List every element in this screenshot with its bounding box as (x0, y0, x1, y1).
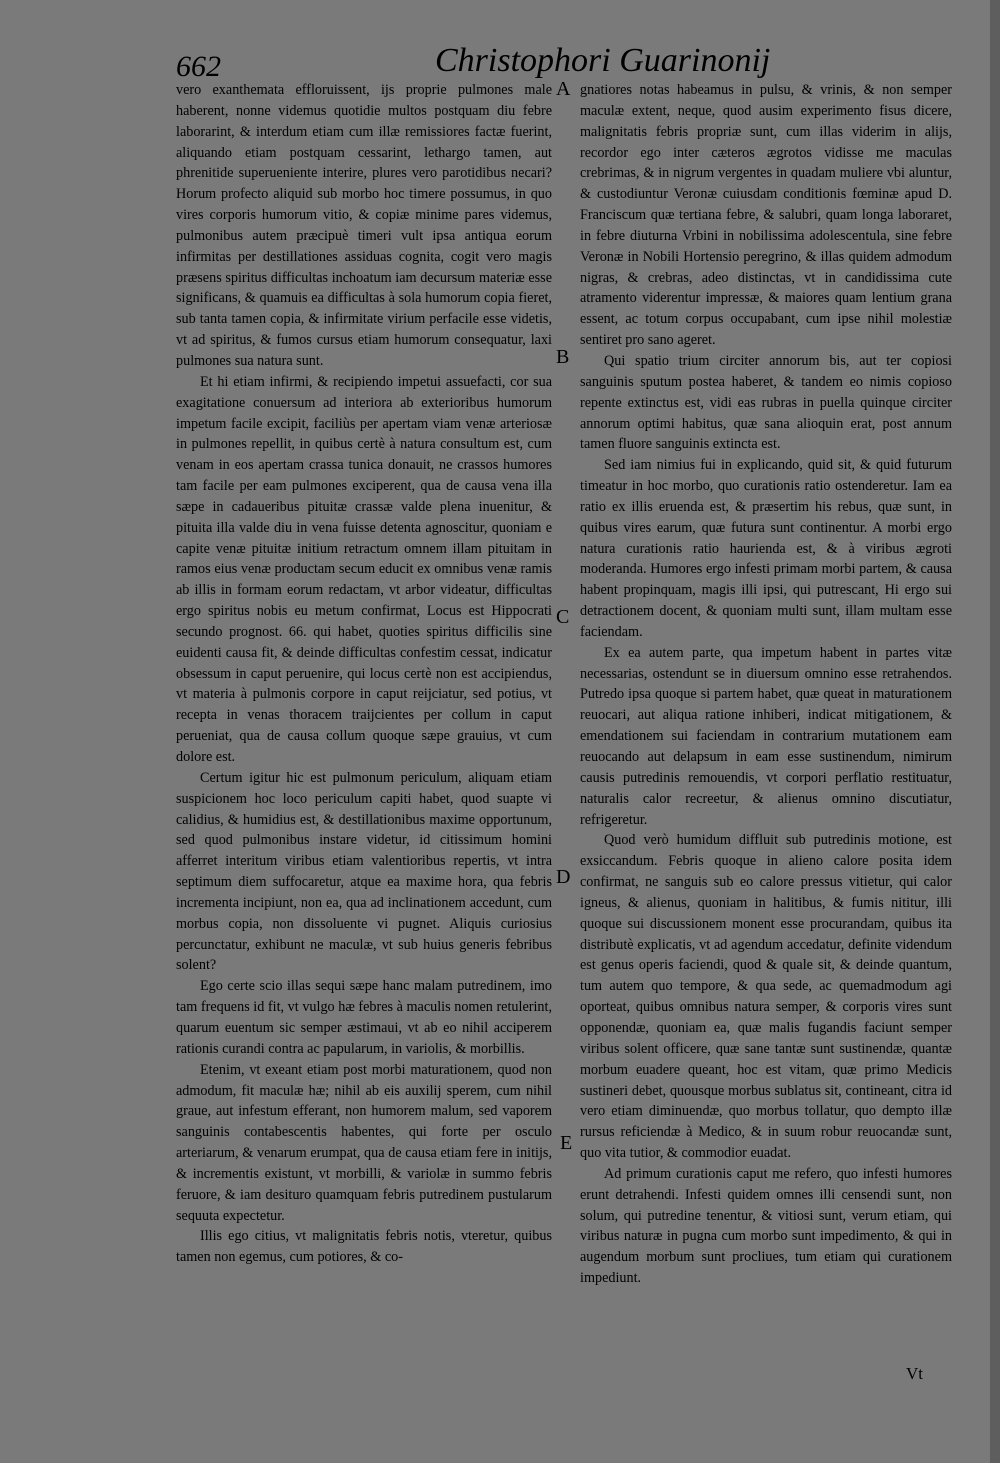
catchword: Vt (906, 1364, 923, 1383)
margin-letter-a: A (556, 78, 571, 100)
paragraph: Ego certe scio illas sequi sæpe hanc malam putredinem, imo tam frequens id fit, vt vulgo hæ febres à maculis nomen retulerint, quarum euentum sic semper æstimaui, vt ab eo nihil acciperem rationis curandi contra ac papularum, in variolis, & morbillis. (176, 978, 552, 1057)
paragraph: Certum igitur hic est pulmonum periculum, aliquam etiam suspicionem hoc loco periculum capiti habet, quod suapte vi calidius, & humidius est, & destillationibus maxime opportunum, sed quod pulmonibus instare videtur, id citissimum homini afferret interitum viribus etiam valentioribus repertis, vt intra septimum diem suffocaretur, atque ea maxime hora, qua febris incrementa incipiunt, non ea, qua ad inclinationem accedunt, cum morbus copia, non dissoluente vi pugnet. Aliquis curiosius percunctatur, exhibunt ne maculæ, vt sub huius generis febribus solent? (176, 769, 552, 974)
page-edge (990, 0, 1000, 1463)
paragraph: Ex ea autem parte, qua impetum habent in partes vitæ necessarias, ostendunt se in diuersum omnino esse retrahendos. Putredo ipsa quoque si partem habet, quæ queat in maturationem reuocari, aut aliqua ratione inhiberi, indicat mitigationem, & emendationem sui faciendam in contrarium mutationem eam reuocando aut delapsum in eam esse sustinendum, nimirum causis putredinis remouendis, vt corpori perflatio restituatur, naturalis calor recreetur, & alienus omnino discutiatur, refrigeretur. (580, 644, 952, 828)
paragraph: Etenim, vt exeant etiam post morbi maturationem, quod non admodum, fit maculæ hæ; nihil ab eis auxilij sperem, cum nihil graue, aut infestum efferant, non humorem malum, sed vaporem sanguinis contabescentis habentes, qui forte per osculo arteriarum, & venarum erumpat, qua de causa etiam fere in initijs, & incrementis existunt, vt morbilli, & variolæ in summo febris feruore, & iam desituro quamquam febris putredinem pustularum sequuta expectetur. (176, 1061, 552, 1224)
margin-letter-e: E (560, 1132, 573, 1154)
running-head: Christophori Guarinonij (435, 42, 771, 79)
margin-letter-c: C (556, 606, 570, 628)
paragraph: vero exanthemata effloruissent, ijs proprie pulmones male haberent, nonne videmus quotidie multos postquam diu febre laborarint, & interdum etiam cum illæ remissiores factæ fuerint, aliquando etiam postquam cessarint, lethargo tamen, aut phrenitide superueniente interire, plures vero parotidibus necari? Horum profecto aliquid sub morbo hoc timere possumus, in quo vires corporis humorum vitio, & copiæ minime pares videmus, pulmonibus autem præcipuè timeri vult ipsa antiqua eorum infirmitas per destillationes assiduas cognita, cogit vero magis præsens spiritus difficultas inchoatum iam decursum materiæ esse significans, & quamuis ea difficultas à sola humorum copia fieret, sub tanta tamen copia, & infirmitate virium perfacile esse videtis, vt ad spiritus, & fumos cursus etiam humorum consequatur, laxi pulmones sua natura sunt. (176, 82, 552, 369)
right-column (580, 80, 952, 1289)
page-number: 662 (176, 50, 221, 83)
paragraph: gnatiores notas habeamus in pulsu, & vrinis, & non semper maculæ extent, neque, quod ausim experimento fisus dicere, malignitatis febris propriæ sunt, cum illas viderim in alijs, recordor ego inter cæteros ægrotos vidisse me maculas crebrimas, & in nigrum vergentes in quadam muliere vbi aluntur, & custodiuntur Veronæ cuiusdam conditionis fœminæ apud D. Franciscum quæ tertiana febre, & salubri, quam longa laboraret, in febre diuturna Vrbini in nobilissima adolescentula, sine febre Veronæ in Nobili Hortensio peregrino, & illas quidem admodum nigras, & crebras, adeo distinctas, vt in candidissima cute atramento viderentur impressæ, & maiores quam lentium grana essent, ac totum corpus occupabant, cum ipse nihil molestiæ sentiret pro sano ageret. (580, 82, 952, 349)
paragraph: Illis ego citius, vt malignitatis febris notis, vteretur, quibus tamen non egemus, cum potiores, & co- (176, 1228, 552, 1266)
paragraph: Et hi etiam infirmi, & recipiendo impetui assuefacti, cor sua exagitatione conuersum ad interiora ab exterioribus humorum impetum facile excipit, faciliùs per apertam viam venæ arteriosæ in pulmones repellit, in quibus certè à natura consultum est, cum venam in eos apertam crassa tunica donauit, ne crassos humores tam facile per eam pulmones exciperent, qua de causa vena illa sæpe in cadaueribus pituitæ crassæ valde plena inuenitur, & pituita illa valde diu in vena fuisse detenta agnoscitur, quoniam e capite venæ pituitæ initium retractum omnem illam pituitam in ramos eius venæ productam secum educit ex omnibus venæ ramis ab illis in formam eorum redactam, vt arbor videatur, difficultas ergo spiritus nobis eu metum confirmat, Locus est Hippocrati secundo prognost. 66. qui habet, quoties spiritus difficilis sine euidenti causa fit, & deinde difficultas confestim cessat, indicatur obsessum in caput peruenire, qui locus certè non est accipiendus, vt materia à pulmonis corpore in caput reijciatur, sed potius, vt recepta in venas thoracem traijcientes per collum in caput perueniat, qua de causa collum quoque sæpe grauius, vt cum dolore est. (176, 373, 552, 765)
paragraph: Qui spatio trium circiter annorum bis, aut ter copiosi sanguinis sputum postea haberet, & tandem eo nimis copioso repente extinctus est, vidi eas rubras in puella quinque circiter annorum optimi habitus, quæ sana alioquin erat, post annum tamen fluore sanguinis extincta est. (580, 352, 952, 453)
margin-letter-d: D (556, 866, 571, 888)
left-column (176, 80, 552, 1268)
paragraph: Ad primum curationis caput me refero, quo infesti humores erunt detrahendi. Infesti quidem omnes illi censendi sunt, non solum, qui putredine tenentur, & vitiosi sunt, verum etiam, qui viribus naturæ in pugna cum morbo sunt impedimento, & qui in augendum morbum sunt procliues, tum etiam qui curationem impediunt. (580, 1165, 952, 1287)
paragraph: Sed iam nimius fui in explicando, quid sit, & quid futurum timeatur in hoc morbo, quo curationis ratio ostenderetur. Iam ea ratio ex illis eruenda est, & præsertim his rebus, quæ sunt, in quibus vires earum, quæ futura sunt continentur. A morbi ergo natura curationis ratio haurienda est, & à viribus ægroti moderanda. Humores ergo infesti primam morbi partem, & causa habent propinquam, magis illi ipsi, qui putrescant, Hi ergo sui detractionem docent, & quoniam multi sunt, illam multam esse faciendam. (580, 457, 952, 640)
paragraph: Quod verò humidum diffluit sub putredinis motione, est exsiccandum. Febris quoque in alieno calore posita idem confirmat, ne sanguis sub eo calore pressus vitietur, qui calor igneus, & alienus, quoniam in halitibus, & fumis nititur, illi quoque sui discussionem monent esse procurandam, quibus ita distributè explicatis, vt ad agendum accedatur, definite videndum est genus operis faciendi, quod & quale sit, & deinde quantum, tum autem quo tempore, & qua sede, ac quemadmodum agi oporteat, quibus omnibus natura semper, & corporis vires sunt opponendæ, quoniam ea, quæ malis fugandis faciunt semper viribus solent officere, quæ sane tantæ sunt sustinendæ, quantæ morbum euadere queant, hoc est vitam, quæ primo Medicis sustineri debet, quousque morbus sublatus sit, contineant, citra id vero etiam diminuendæ, quo morbus tollatur, quo dempto illæ rursus reficiendæ à Medico, & in suum robur reuocandæ sunt, quo vita tutior, & commodior euadat. (580, 832, 952, 1162)
margin-letter-b: B (556, 346, 570, 368)
